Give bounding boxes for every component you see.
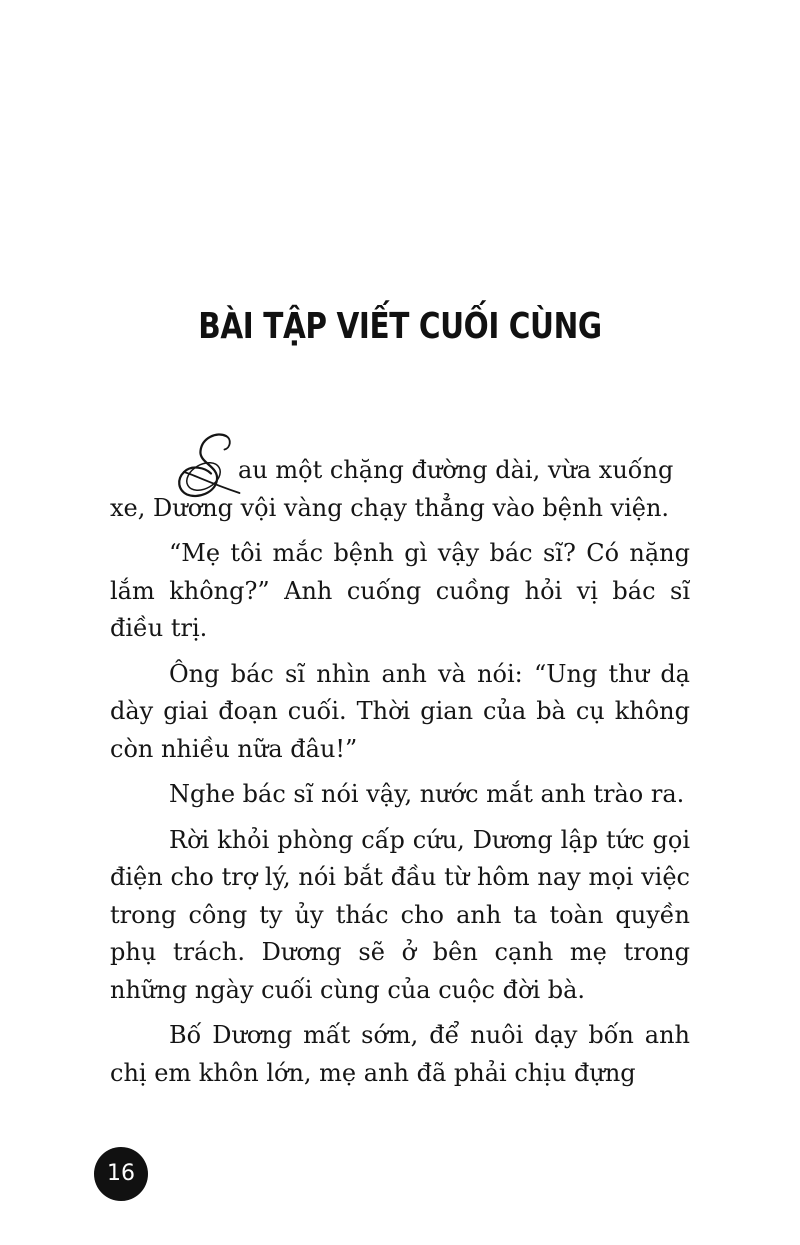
drop-cap-s-ornament [172,430,247,505]
body-text [110,440,690,1100]
paragraph-3: Ông bác sĩ nhìn anh và nói: “Ung thư dạ dày giai đoạn cuối. Thời gian của bà cụ không còn nhiều nữa đâu!” [110,659,690,763]
paragraph-1 [110,452,690,527]
page-number-badge: 16 [94,1147,148,1201]
paragraph-5: Rời khỏi phòng cấp cứu, Dương lập tức gọi điện cho trợ lý, nói bắt đầu từ hôm nay mọi việc trong công ty ủy thác cho anh ta toàn quyền phụ trách. Dương sẽ ở bên cạnh mẹ trong những ngày cuối cùng của cuộc đời bà. [110,825,690,1004]
first-paragraph-rest: xe, Dương vội vàng chạy thẳng vào bệnh viện. [110,493,670,522]
paragraph-6: Bố Dương mất sớm, để nuôi dạy bốn anh chị em khôn lớn, mẹ anh đã phải chịu đựng [110,1021,690,1087]
first-line: au một chặng đường dài, vừa xuống [238,456,674,484]
paragraph-4: Nghe bác sĩ nói vậy, nước mắt anh trào ra. [169,780,685,808]
paragraph-2: “Mẹ tôi mắc bệnh gì vậy bác sĩ? Có nặng lắm không?” Anh cuống cuồng hỏi vị bác sĩ điều trị. [110,539,690,642]
chapter-title: BÀI TẬP VIẾT CUỐI CÙNG [198,306,602,347]
